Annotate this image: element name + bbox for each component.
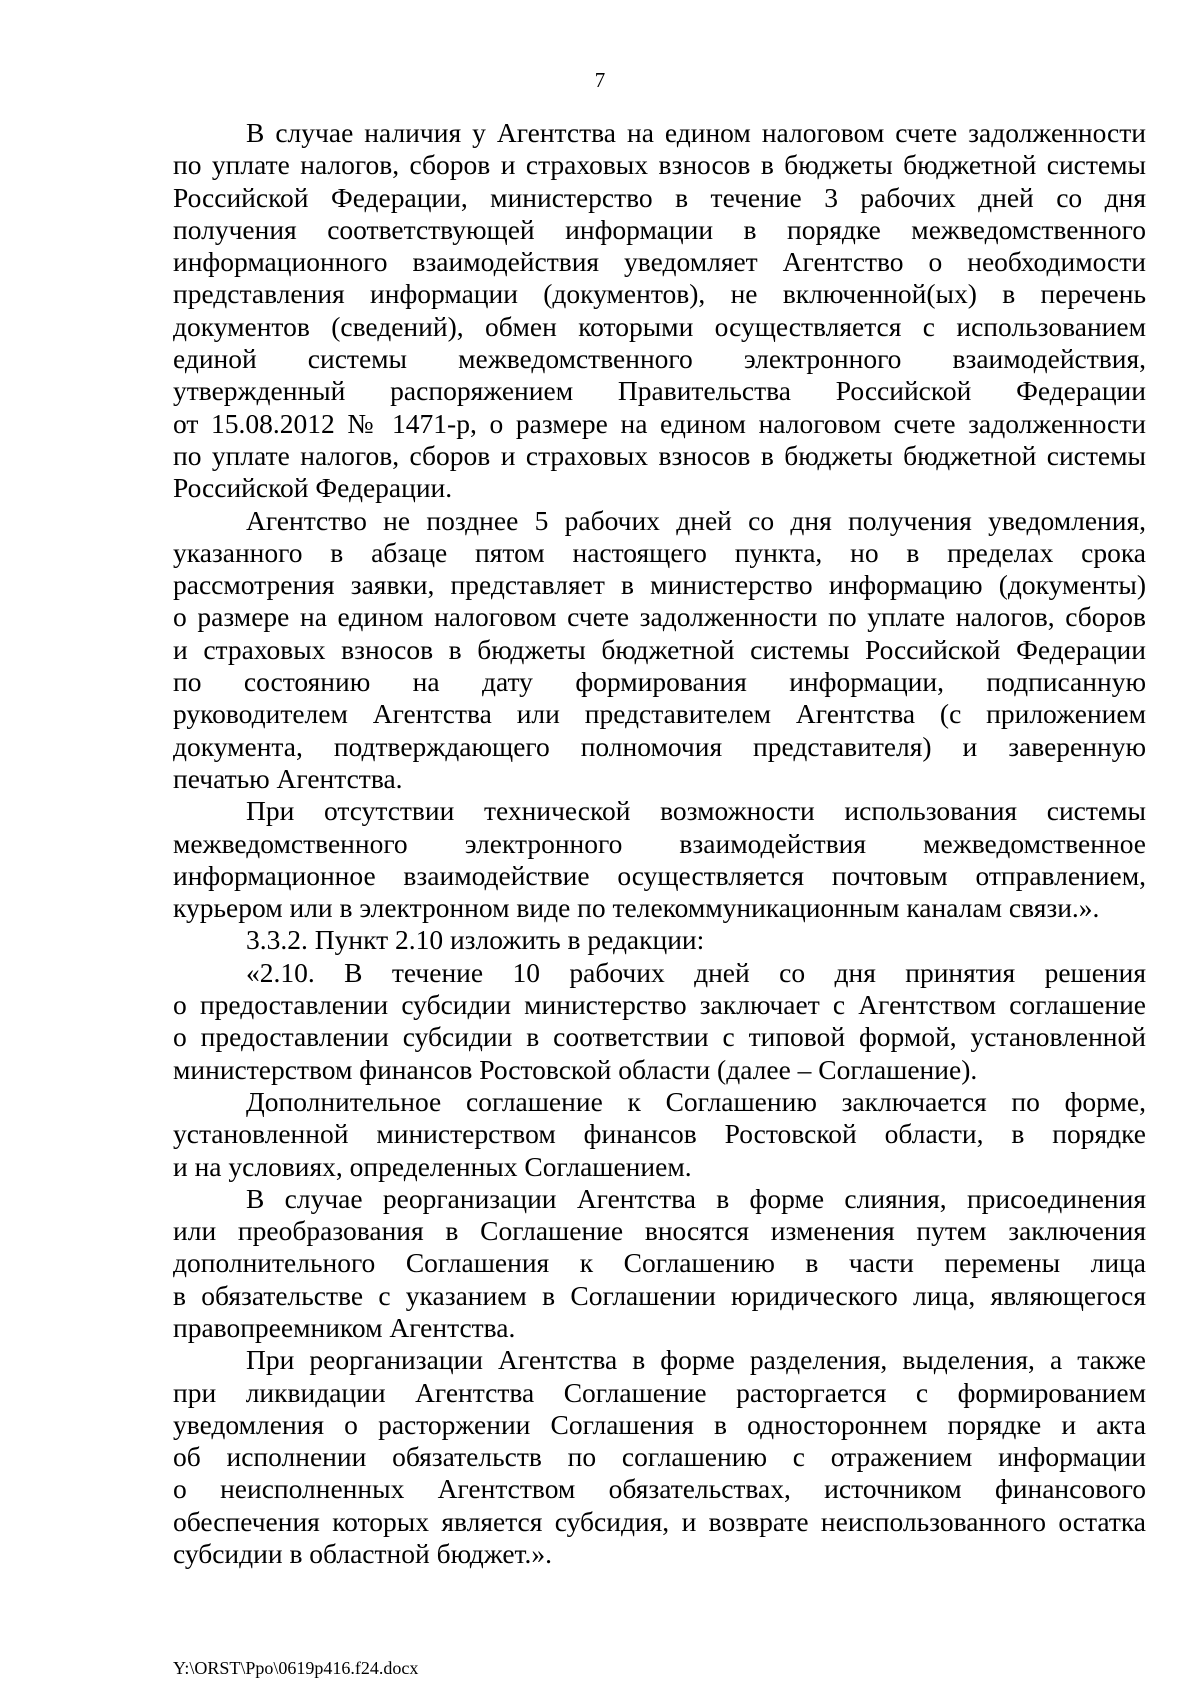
paragraph (173, 924, 1146, 956)
text-line: Российской Федерации. (173, 472, 453, 504)
text-line: по уплате налогов, сборов и страховых взносов в бюджеты бюджетной системы (173, 439, 1146, 471)
text-line: При реорганизации Агентства в форме разделения, выделения, а также (246, 1344, 1146, 1376)
text-line: информационное взаимодействие осуществляется почтовым отправлением, (173, 859, 1146, 891)
text-line: дополнительного Соглашения к Соглашению в части перемены лица (173, 1247, 1146, 1279)
paragraph (173, 117, 1146, 505)
text-line: правопреемником Агентства. (173, 1311, 516, 1343)
text-line: руководителем Агентства или представителем Агентства (с приложением (173, 698, 1146, 730)
text-line: получения соответствующей информации в порядке межведомственного (173, 213, 1146, 245)
text-line: об исполнении обязательств по соглашению с отражением информации (173, 1441, 1146, 1473)
text-line: рассмотрения заявки, представляет в министерство информацию (документы) (173, 569, 1146, 601)
paragraph (173, 505, 1146, 796)
text-line: и на условиях, определенных Соглашением. (173, 1150, 692, 1182)
text-line: обеспечения которых является субсидия, и возврате неиспользованного остатка (173, 1505, 1146, 1537)
text-line: о неисполненных Агентством обязательствах, источником финансового (173, 1473, 1146, 1505)
text-line: при ликвидации Агентства Соглашение расторгается с формированием (173, 1376, 1146, 1408)
text-line: информационного взаимодействия уведомляет Агентство о необходимости (173, 246, 1146, 278)
paragraph (173, 1086, 1146, 1183)
text-line: по состоянию на дату формирования информации, подписанную (173, 666, 1146, 698)
text-line: о предоставлении субсидии министерство заключает с Агентством соглашение (173, 989, 1146, 1021)
file-path-footer: Y:\ORST\Ppo\0619p416.f24.docx (173, 1658, 419, 1678)
text-line: Российской Федерации, министерство в течение 3 рабочих дней со дня (173, 181, 1146, 213)
text-line: субсидии в областной бюджет.». (173, 1538, 552, 1570)
text-line: по уплате налогов, сборов и страховых взносов в бюджеты бюджетной системы (173, 149, 1146, 181)
text-line: При отсутствии технической возможности использования системы (246, 795, 1146, 827)
text-line: В случае наличия у Агентства на едином налоговом счете задолженности (246, 117, 1146, 148)
text-line: печатью Агентства. (173, 762, 403, 794)
text-line: Дополнительное соглашение к Соглашению заключается по форме, (246, 1085, 1146, 1117)
text-line: Агентство не позднее 5 рабочих дней со дня получения уведомления, (246, 504, 1146, 536)
text-line: единой системы межведомственного электронного взаимодействия, (173, 343, 1146, 375)
text-line: установленной министерством финансов Ростовской области, в порядке (173, 1118, 1146, 1150)
text-line: и страховых взносов в бюджеты бюджетной системы Российской Федерации (173, 633, 1146, 665)
text-line: от 15.08.2012 № 1471-р, о размере на едином налоговом счете задолженности (173, 407, 1146, 439)
paragraph (173, 1183, 1146, 1344)
document-body (173, 117, 1146, 1570)
paragraph (173, 957, 1146, 1086)
text-line: уведомления о расторжении Соглашения в одностороннем порядке и акта (173, 1408, 1146, 1440)
text-line: министерством финансов Ростовской области (далее – Соглашение). (173, 1053, 978, 1085)
text-line: указанного в абзаце пятом настоящего пункта, но в пределах срока (173, 536, 1146, 568)
paragraph (173, 1344, 1146, 1570)
text-line: утвержденный распоряжением Правительства Российской Федерации (173, 375, 1146, 407)
text-line: или преобразования в Соглашение вносятся изменения путем заключения (173, 1215, 1146, 1247)
paragraph (173, 795, 1146, 924)
text-line: в обязательстве с указанием в Соглашении юридического лица, являющегося (173, 1279, 1146, 1311)
text-line: документов (сведений), обмен которыми осуществляется с использованием (173, 310, 1146, 342)
text-line: о предоставлении субсидии в соответствии с типовой формой, установленной (173, 1021, 1146, 1053)
text-line: представления информации (документов), не включенной(ых) в перечень (173, 278, 1146, 310)
text-line: межведомственного электронного взаимодействия межведомственное (173, 827, 1146, 859)
text-line: «2.10. В течение 10 рабочих дней со дня принятия решения (246, 956, 1146, 988)
text-line: о размере на едином налоговом счете задолженности по уплате налогов, сборов (173, 601, 1146, 633)
text-line: 3.3.2. Пункт 2.10 изложить в редакции: (246, 924, 705, 956)
text-line: В случае реорганизации Агентства в форме слияния, присоединения (246, 1182, 1146, 1214)
page-number: 7 (594, 68, 606, 92)
text-line: документа, подтверждающего полномочия представителя) и заверенную (173, 730, 1146, 762)
text-line: курьером или в электронном виде по телекоммуникационным каналам связи.». (173, 892, 1100, 924)
